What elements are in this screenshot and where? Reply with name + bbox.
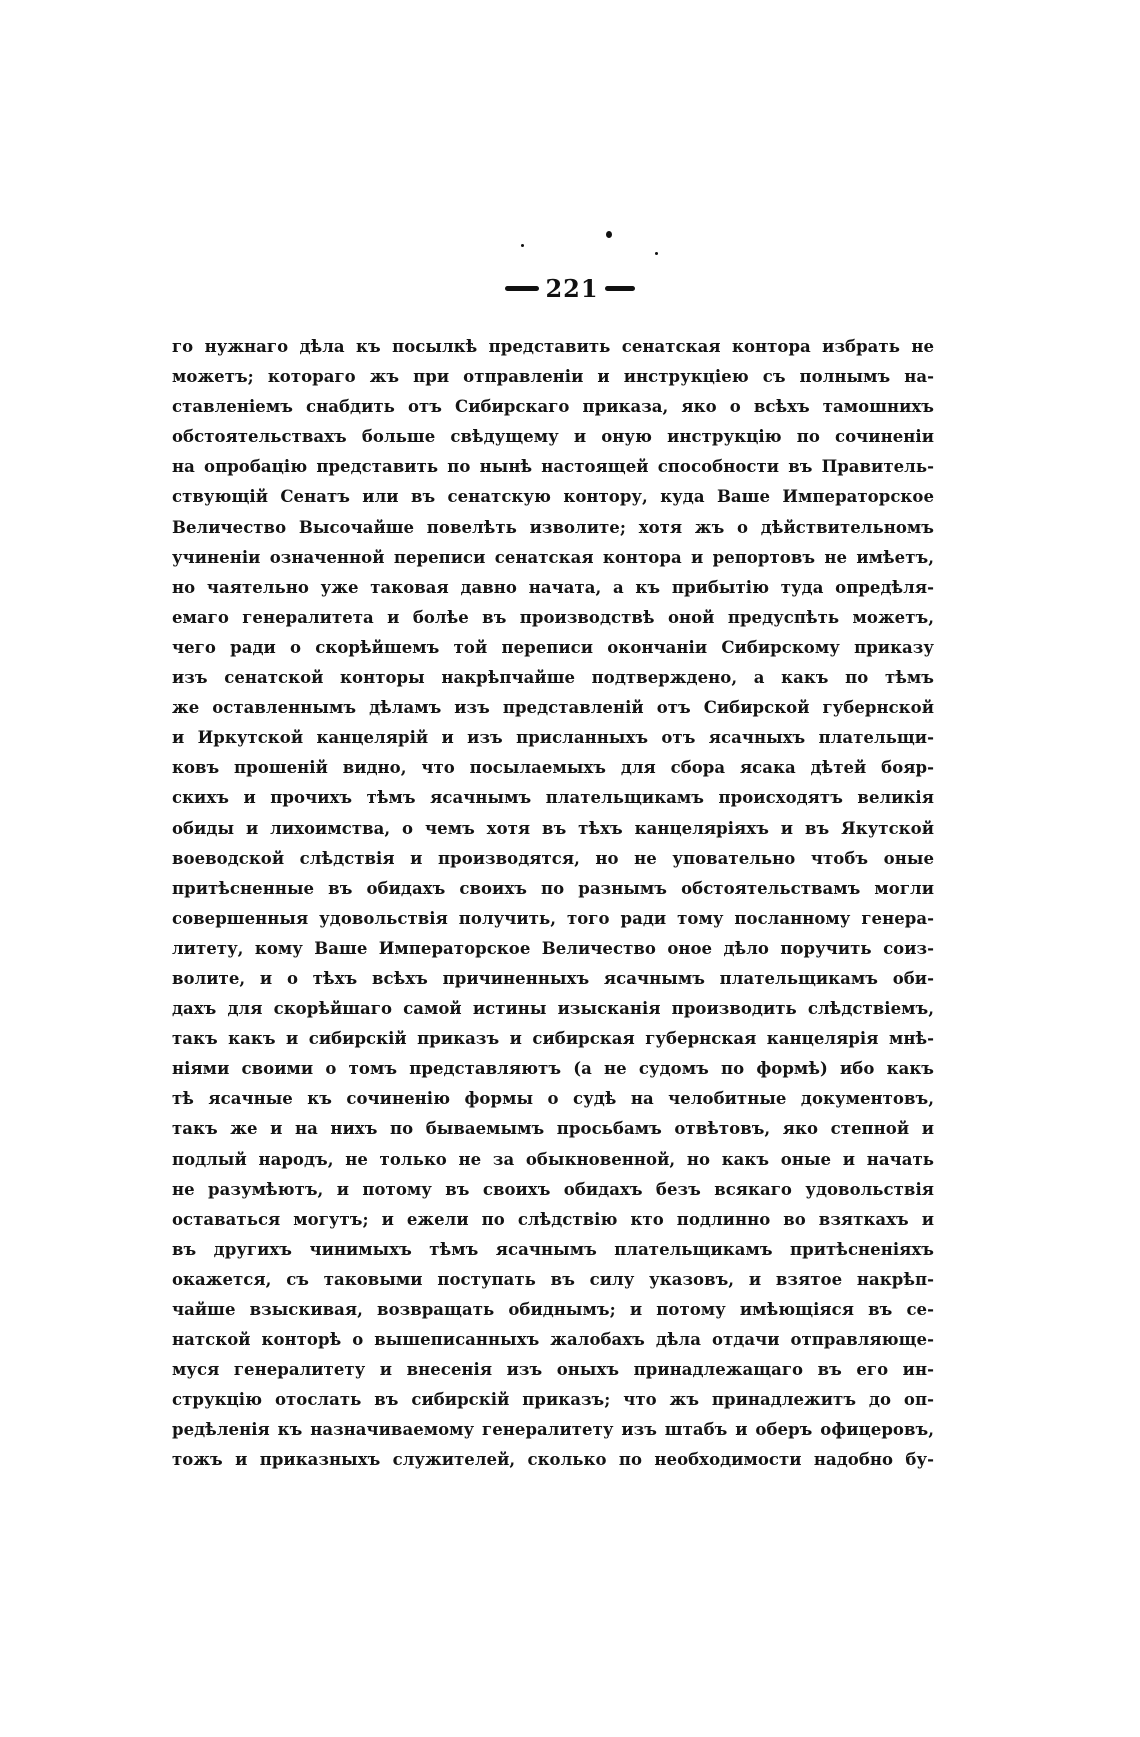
text-line: но чаятельно уже таковая давно начата, а къ прибытію туда опредѣля-: [172, 577, 934, 597]
text-line: чайше взыскивая, возвращать обиднымъ; и потому имѣющіяся въ се-: [172, 1300, 934, 1319]
text-line: не разумѣютъ, и потому въ своихъ обидахъ безъ всякаго удовольствія: [172, 1179, 934, 1199]
text-line: такъ же и на нихъ по бываемымъ просьбамъ отвѣтовъ, яко степной и: [172, 1119, 934, 1139]
text-line: муся генералитету и внесенія изъ оныхъ принадлежащаго въ его ин-: [172, 1360, 934, 1380]
text-line: ствующій Сенатъ или въ сенатскую контору, куда Ваше Императорское: [172, 487, 934, 507]
text-line: скихъ и прочихъ тѣмъ ясачнымъ плательщикамъ происходятъ великія: [172, 788, 934, 808]
ink-speck: [606, 231, 612, 238]
text-line: изъ сенатской конторы накрѣпчайше подтверждено, а какъ по тѣмъ: [172, 668, 934, 688]
text-line: струкцію отослать въ сибирскій приказъ; что жъ принадлежитъ до оп-: [172, 1390, 934, 1410]
text-line: дахъ для скорѣйшаго самой истины изысканія производить слѣдствіемъ,: [172, 999, 934, 1019]
text-line: воеводской слѣдствія и производятся, но не уповательно чтобъ оные: [172, 848, 934, 868]
text-line: и Иркутской канцелярій и изъ присланныхъ отъ ясачныхъ плательщи-: [172, 728, 934, 748]
text-line: Величество Высочайше повелѣть изволите; хотя жъ о дѣйствительномъ: [172, 517, 934, 537]
text-line: ніями своими о томъ представляютъ (а не судомъ по формѣ) ибо какъ: [172, 1059, 934, 1079]
text-line: редѣленія къ назначиваемому генералитету изъ штабъ и оберъ офицеровъ,: [172, 1420, 934, 1440]
ink-speck: [521, 244, 524, 247]
text-line: въ другихъ чинимыхъ тѣмъ ясачнымъ плательщикамъ притѣсненіяхъ: [172, 1239, 934, 1259]
text-line: ковъ прошеній видно, что посылаемыхъ для сбора ясака дѣтей бояр-: [172, 758, 934, 778]
page-header: [0, 268, 1140, 308]
text-line: литету, кому Ваше Императорское Величество оное дѣло поручить соиз-: [172, 938, 934, 958]
text-line: волите, и о тѣхъ всѣхъ причиненныхъ ясачнымъ плательщикамъ оби-: [172, 968, 934, 988]
text-line: обиды и лихоимства, о чемъ хотя въ тѣхъ канцеляріяхъ и въ Якутской: [172, 818, 934, 838]
text-line: учиненіи означенной переписи сенатская контора и репортовъ не имѣетъ,: [172, 547, 934, 567]
text-line: притѣсненные въ обидахъ своихъ по разнымъ обстоятельствамъ могли: [172, 878, 934, 898]
text-line: окажется, съ таковыми поступать въ силу указовъ, и взятое накрѣп-: [172, 1269, 934, 1289]
text-line: совершенныя удовольствія получить, того ради тому посланному генера-: [172, 908, 934, 928]
text-line: подлый народъ, не только не за обыкновенной, но какъ оные и начать: [172, 1149, 934, 1169]
page-number: 221: [545, 273, 599, 303]
text-line: такъ какъ и сибирскій приказъ и сибирская губернская канцелярія мнѣ-: [172, 1029, 934, 1049]
text-line: чего ради о скорѣйшемъ той переписи окончаніи Сибирскому приказу: [172, 637, 934, 657]
text-line: емаго генералитета и болѣе въ производствѣ оной предуспѣть можетъ,: [172, 607, 934, 627]
ink-speck: [655, 252, 658, 255]
text-line: натской конторѣ о вышеписанныхъ жалобахъ дѣла отдачи отправляюще-: [172, 1330, 934, 1350]
text-line: можетъ; котораго жъ при отправленіи и инструкціею съ полнымъ на-: [172, 367, 934, 387]
right-ornament-dash: [605, 286, 635, 291]
text-line: же оставленнымъ дѣламъ изъ представленій отъ Сибирской губернской: [172, 698, 934, 718]
text-line: тѣ ясачные къ сочиненію формы о судѣ на челобитные документовъ,: [172, 1089, 934, 1109]
text-line: на опробацію представить по нынѣ настоящей способности въ Правитель-: [172, 457, 934, 477]
text-line: го нужнаго дѣла къ посылкѣ представить сенатская контора избрать не: [172, 337, 934, 356]
left-ornament-dash: [505, 286, 539, 291]
text-line: оставаться могутъ; и ежели по слѣдствію кто подлинно во взяткахъ и: [172, 1209, 934, 1229]
text-line: тожъ и приказныхъ служителей, сколько по необходимости надобно бу-: [172, 1450, 934, 1470]
text-line: ставленіемъ снабдить отъ Сибирскаго приказа, яко о всѣхъ тамошнихъ: [172, 397, 934, 417]
text-line: обстоятельствахъ больше свѣдущему и оную инструкцію по сочиненіи: [172, 427, 934, 447]
body-text: [172, 332, 934, 1476]
